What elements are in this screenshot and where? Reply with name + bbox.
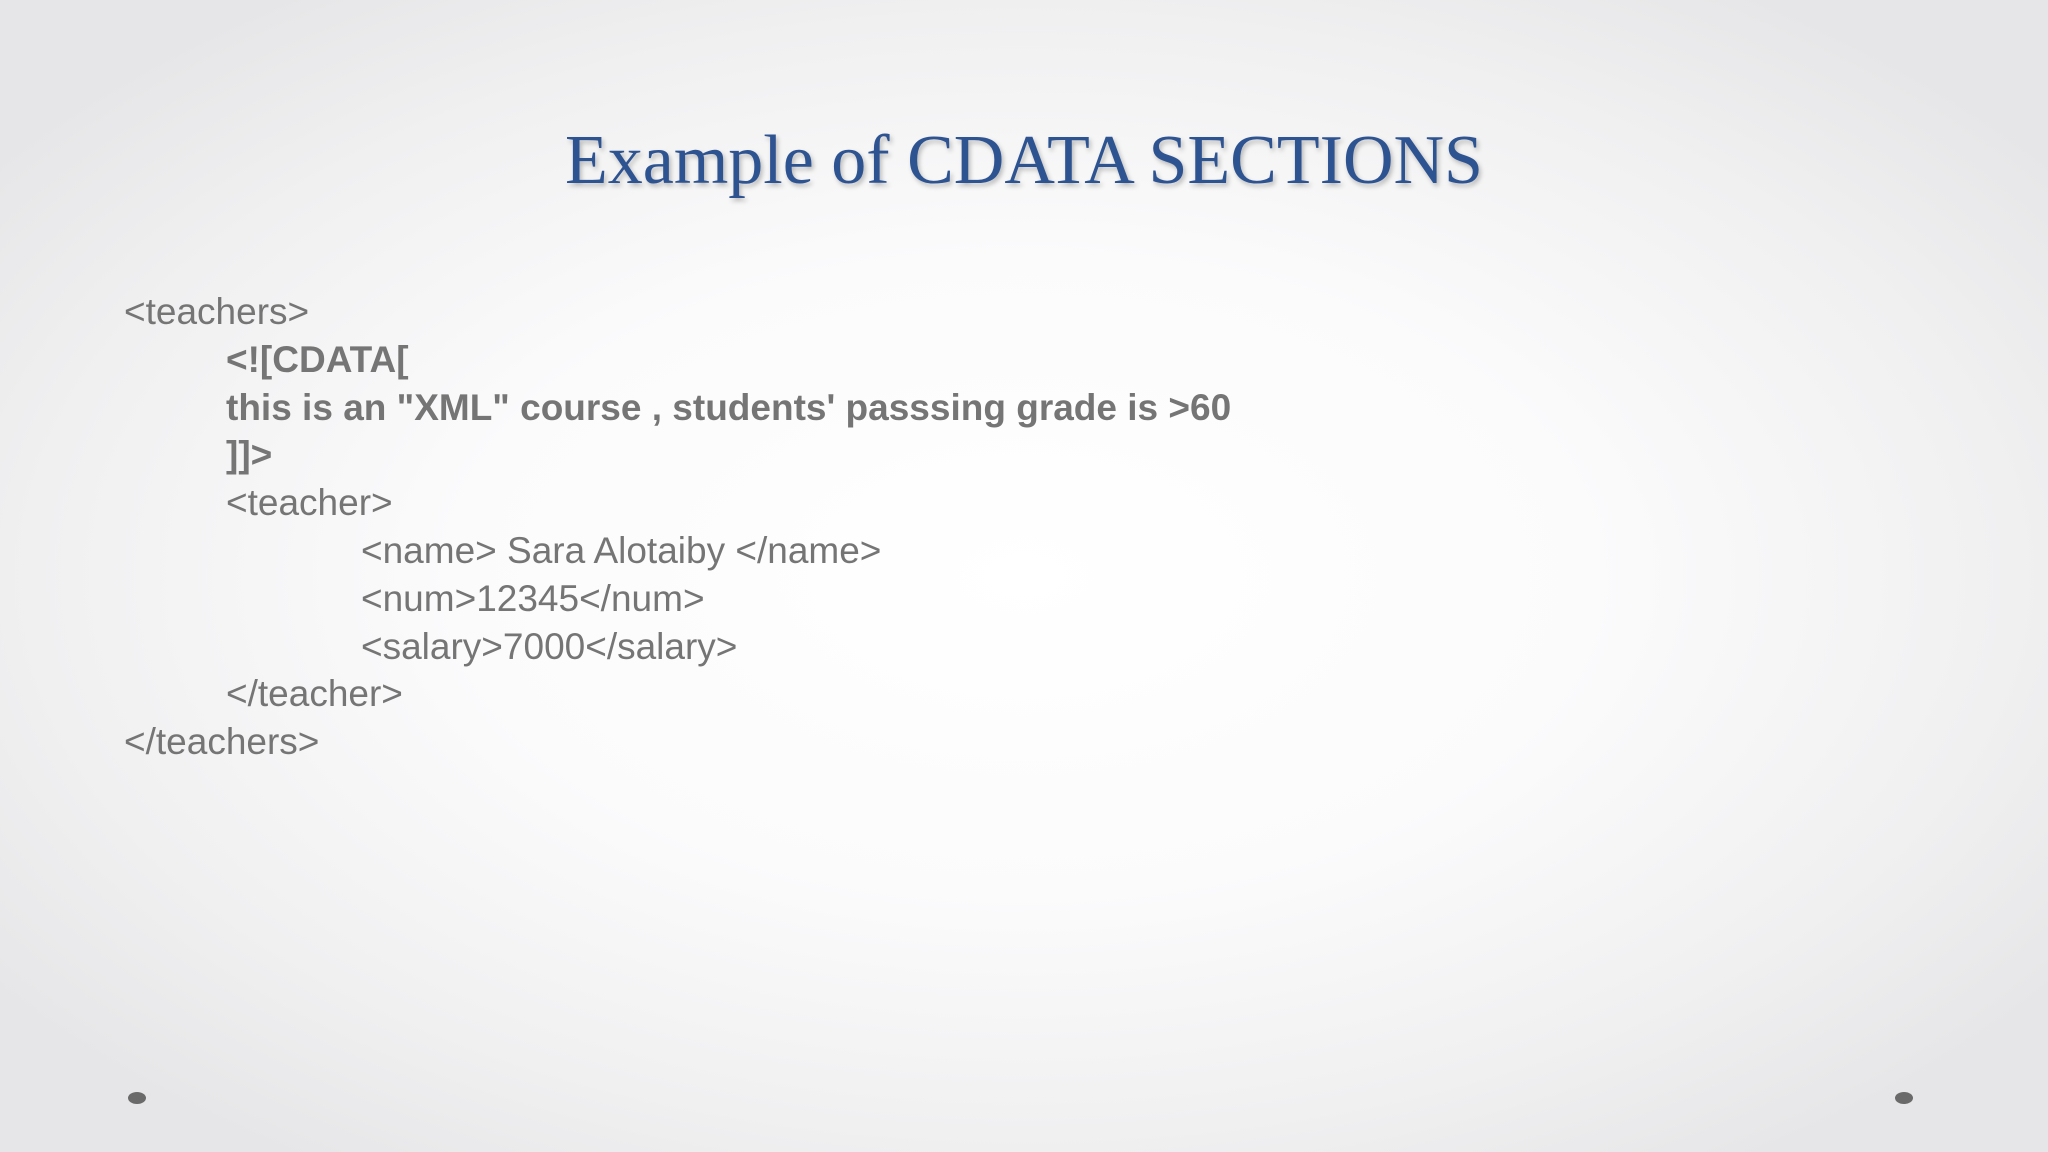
slide-title: Example of CDATA SECTIONS	[565, 122, 1483, 199]
code-line-teachers-open: <teachers>	[124, 291, 310, 332]
code-line-name: <name> Sara Alotaiby </name>	[361, 529, 882, 571]
code-line-teacher-close: </teacher>	[226, 673, 403, 715]
decorative-dot-left-icon	[128, 1092, 146, 1104]
decorative-dot-right-icon	[1895, 1092, 1913, 1104]
code-line-teacher-open: <teacher>	[226, 482, 393, 524]
code-line-cdata-close: ]]>	[226, 434, 273, 476]
code-line-num: <num>12345</num>	[361, 577, 705, 619]
code-line-salary: <salary>7000</salary>	[361, 625, 738, 667]
code-line-teachers-close: </teachers>	[124, 721, 320, 763]
code-line-cdata-content: this is an "XML" course , students' passsing grade is >60	[226, 386, 1232, 428]
code-line-cdata-open: <![CDATA[	[226, 338, 409, 380]
xml-code-block	[124, 288, 1724, 766]
